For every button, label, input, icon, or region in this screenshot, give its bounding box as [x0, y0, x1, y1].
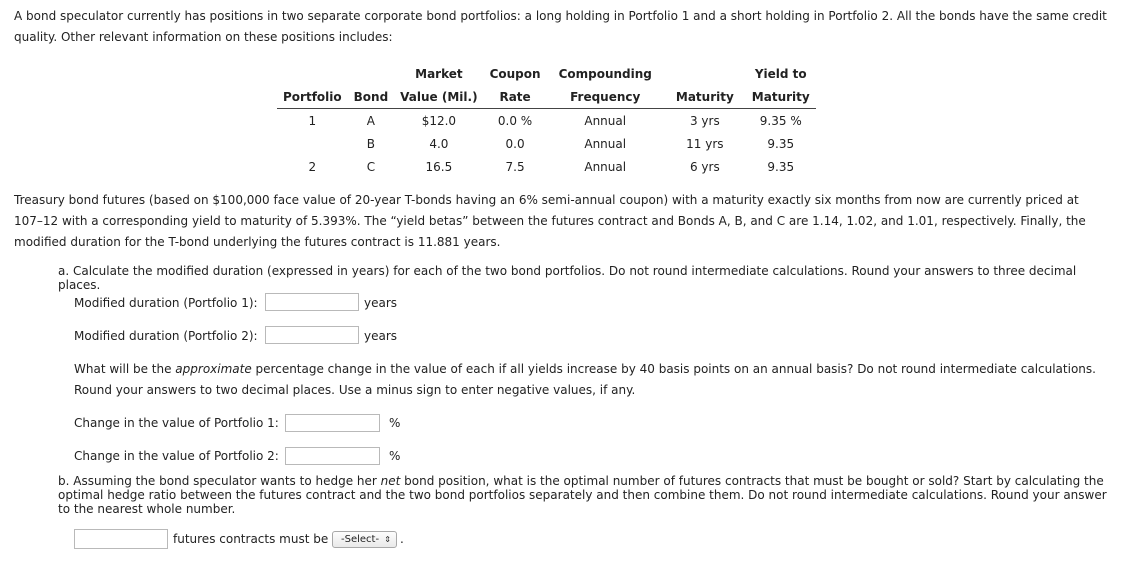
md2-unit: years [364, 329, 398, 343]
part-a-change-question [74, 359, 1108, 401]
question-text: What will be the [74, 362, 176, 376]
question-emphasis: net [380, 474, 401, 488]
col-header-top: Yield to [754, 66, 807, 81]
cell-frequency: Annual [584, 159, 627, 174]
col-header: Rate [484, 85, 547, 109]
md2-input[interactable] [265, 326, 359, 344]
cell-ytm: 9.35 % [759, 113, 802, 128]
table-row [277, 132, 816, 155]
cell-value: $12.0 [421, 113, 457, 128]
change2-label: Change in the value of Portfolio 2: [74, 449, 279, 463]
col-header-top [348, 62, 395, 85]
cell-maturity: 11 yrs [686, 136, 724, 151]
cell-value: 16.5 [425, 159, 453, 174]
cell-maturity: 6 yrs [689, 159, 720, 174]
col-header: Maturity [746, 85, 816, 109]
col-header-top [277, 62, 348, 85]
bond-positions-table [277, 62, 816, 178]
question-emphasis: approximate [175, 362, 252, 376]
col-header-top: Market [415, 66, 463, 81]
cell-bond: B [366, 136, 376, 151]
select-value: -Select- [341, 534, 380, 545]
col-header-top [664, 62, 746, 85]
cell-portfolio: 1 [308, 113, 317, 128]
chevron-up-down-icon: ⇕ [384, 535, 391, 544]
change1-label: Change in the value of Portfolio 1: [74, 416, 279, 430]
question-text: percentage change in the value of each if all yields increase by 40 basis points on an annual basis? Do not round intermediate calculations. Round your answers to two decimal places. Use a minus sign to enter negative values, if any. [74, 362, 1096, 397]
futures-contracts-input[interactable] [74, 529, 168, 549]
cell-coupon: 0.0 [505, 136, 525, 151]
cell-coupon: 7.5 [505, 159, 525, 174]
part-a-question: a. Calculate the modified duration (expressed in years) for each of the two bond portfolios. Do not round intermediate calculations. Round your answers to three decimal places. [58, 264, 1077, 292]
md1-label: Modified duration (Portfolio 1): [74, 296, 258, 310]
col-header: Value (Mil.) [394, 85, 483, 109]
intro-text: A bond speculator currently has positions in two separate corporate bond portfolios: a long holding in Portfolio 1 and a short holding in Portfolio 2. All the bonds have the same credit quality. Other relevant information on these positions includes: [14, 9, 1107, 44]
table-row [277, 155, 816, 178]
table-row [277, 109, 816, 133]
question-text: b. Assuming the bond speculator wants to hedge her [58, 474, 381, 488]
md1-unit: years [364, 296, 398, 310]
sentence-period: . [400, 532, 404, 546]
md2-label: Modified duration (Portfolio 2): [74, 329, 258, 343]
col-header-top: Coupon [489, 66, 541, 81]
cell-maturity: 3 yrs [689, 113, 720, 128]
col-header-top: Compounding [558, 66, 652, 81]
cell-frequency: Annual [584, 136, 627, 151]
part-b-question [58, 474, 1108, 516]
cell-portfolio: 2 [308, 159, 317, 174]
cell-bond: A [366, 113, 376, 128]
treasury-text: Treasury bond futures (based on $100,000 face value of 20-year T-bonds having an 6% semi-annual coupon) with a maturity exactly six months from now are currently priced at 107–12 with a corresponding yield to maturity of 5.393%. The “yield betas” between the futures contract and Bonds A, B, and C are 1.14, 1.02, and 1.01, respectively. Finally, the modified duration for the T-bond underlying the futures contract is 11.881 years. [14, 193, 1086, 249]
bought-sold-select[interactable] [332, 531, 397, 548]
change1-unit: % [389, 416, 401, 430]
question-text: bond position, what is the optimal number of futures contracts that must be bought or sold? Start by calculating the optimal hedge ratio between the futures contract and the two bond portfolios separately and then combine them. Do not round intermediate calculations. Round your answer to the nearest whole number. [58, 474, 1107, 516]
col-header: Portfolio [277, 85, 348, 109]
change1-input[interactable] [285, 414, 380, 432]
cell-frequency: Annual [584, 113, 627, 128]
cell-portfolio [277, 132, 348, 155]
futures-contracts-label: futures contracts must be [173, 532, 329, 546]
change2-input[interactable] [285, 447, 380, 465]
cell-coupon: 0.0 % [497, 113, 533, 128]
col-header: Bond [348, 85, 395, 109]
cell-bond: C [366, 159, 376, 174]
cell-value: 4.0 [429, 136, 449, 151]
md1-input[interactable] [265, 293, 359, 311]
cell-ytm: 9.35 [767, 136, 795, 151]
change2-unit: % [389, 449, 401, 463]
col-header: Frequency [547, 85, 664, 109]
col-header: Maturity [664, 85, 746, 109]
cell-ytm: 9.35 [767, 159, 795, 174]
